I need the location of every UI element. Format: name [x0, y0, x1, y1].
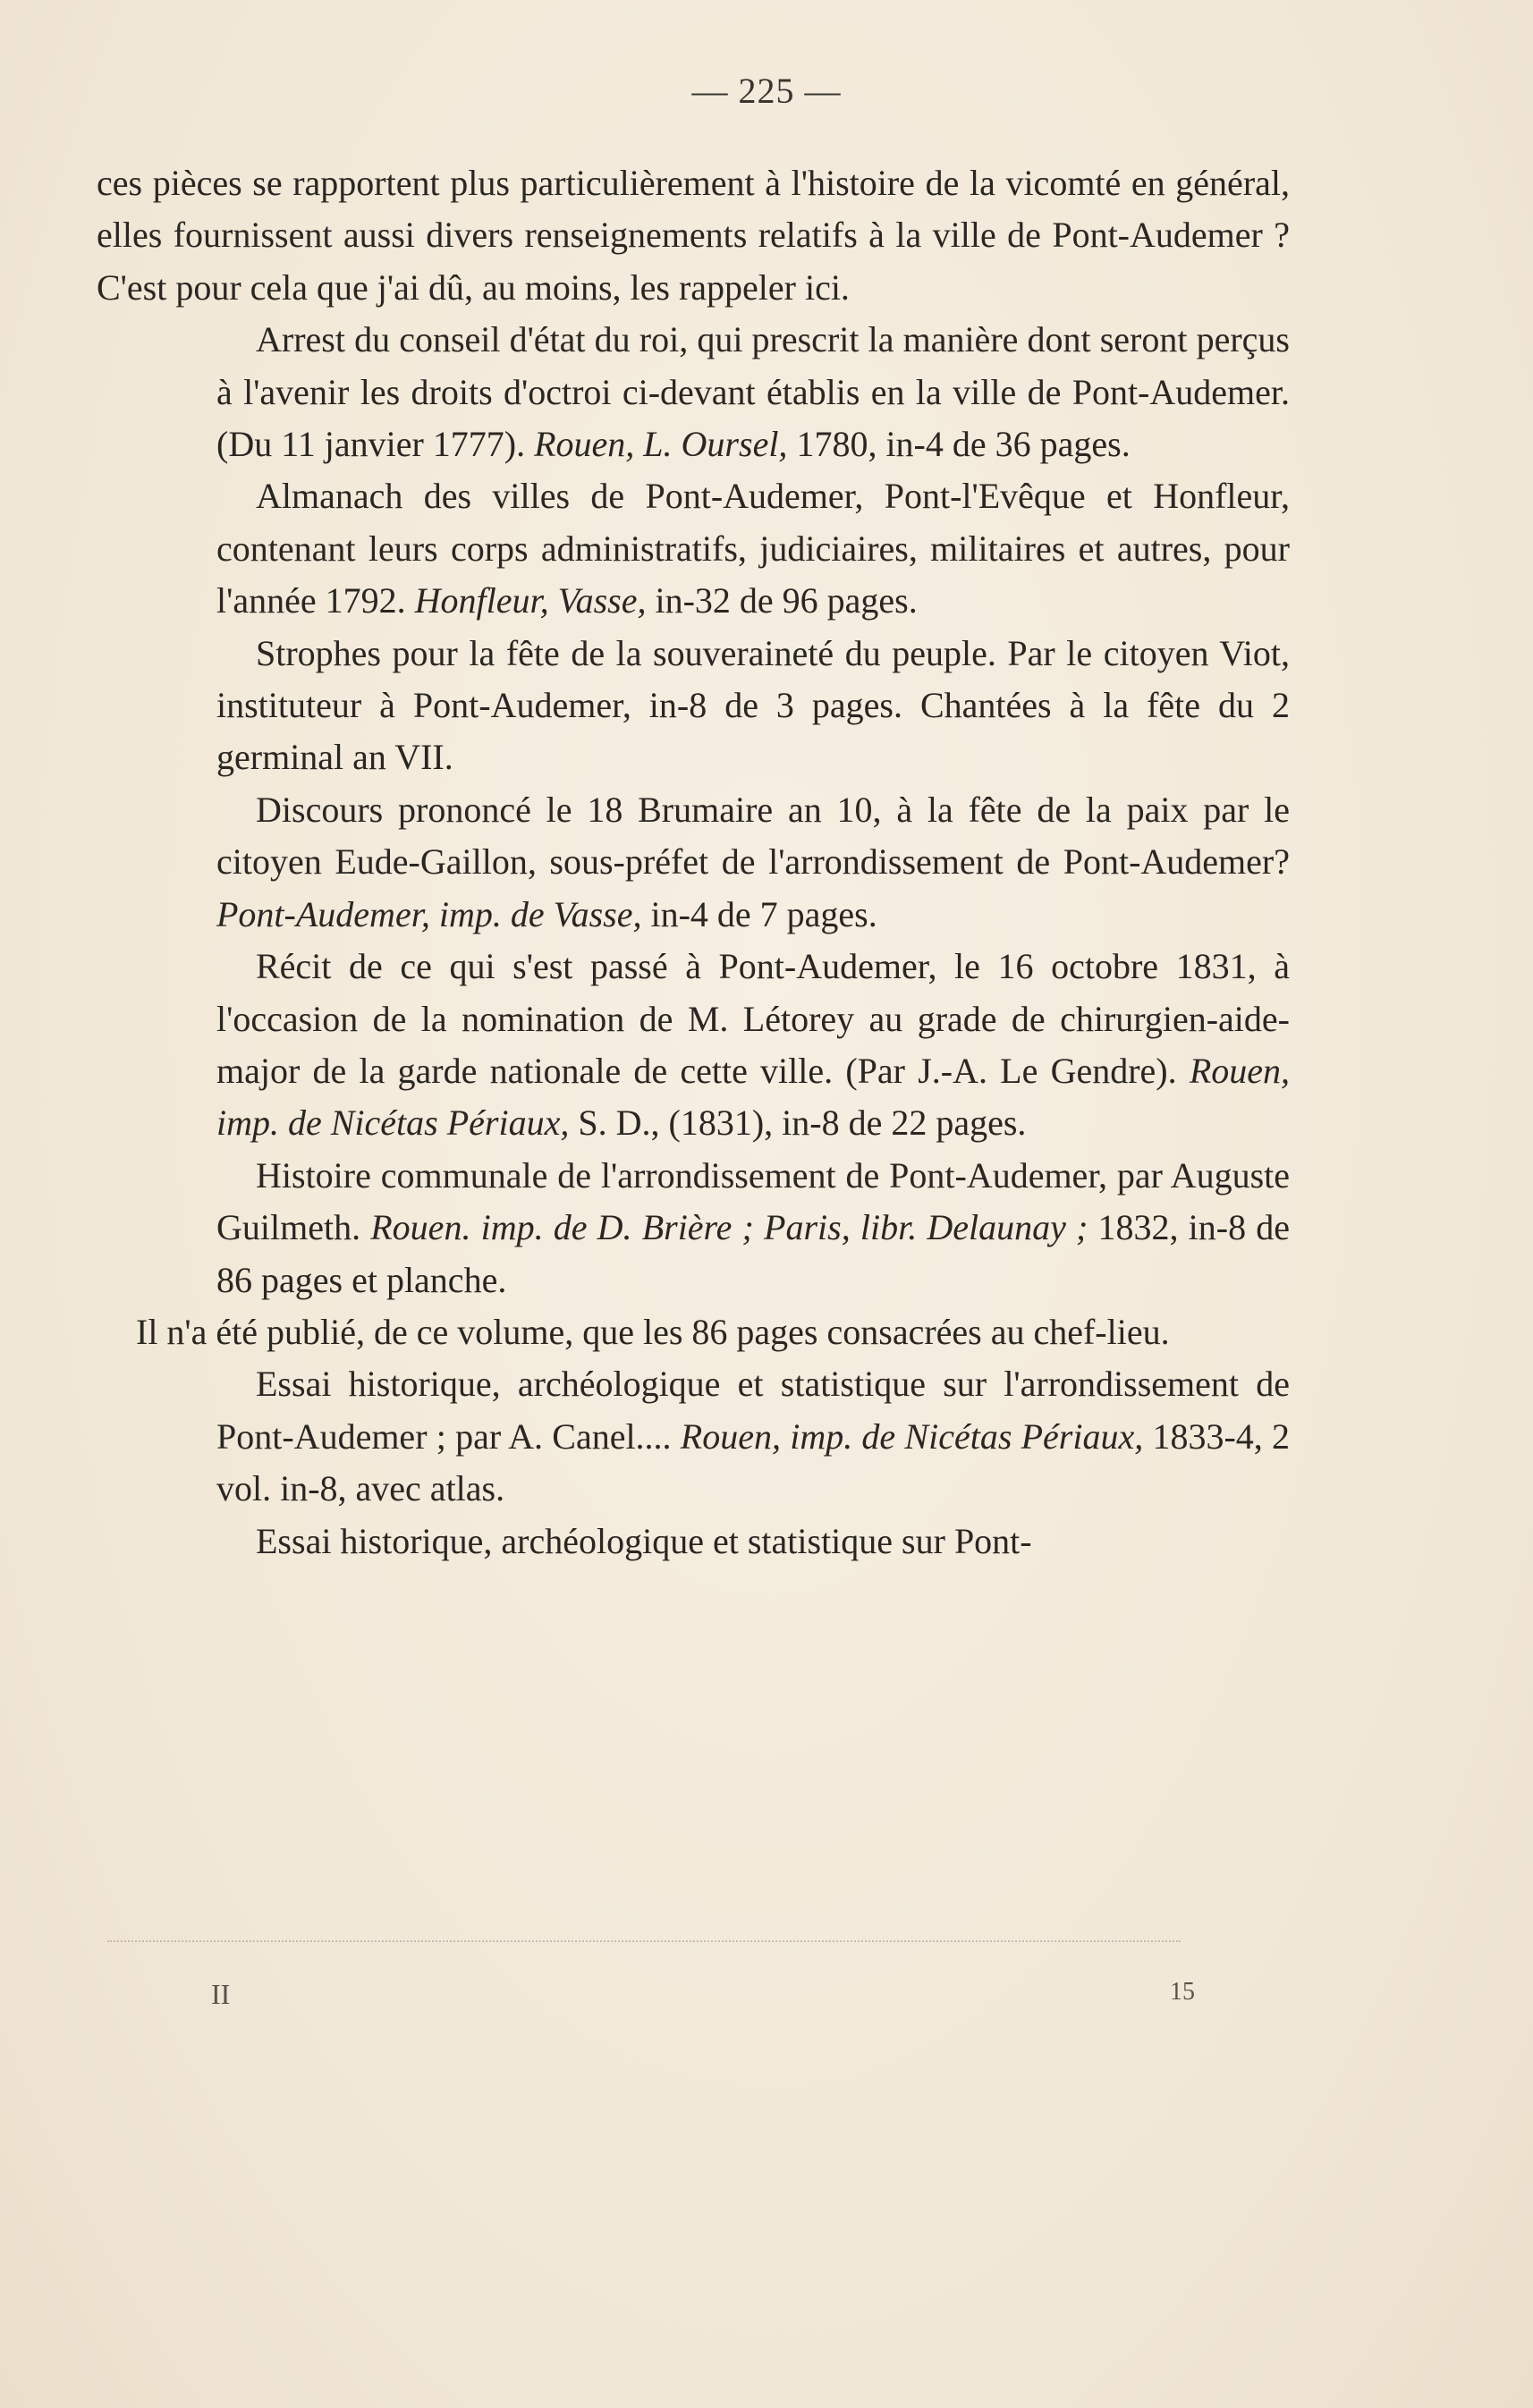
entry-imprint: Pont-Audemer, imp. de Vasse, [216, 893, 642, 934]
bibliography-entry-essai-arrondissement [97, 1358, 1290, 1515]
page-number: — 225 — [691, 71, 842, 111]
entry-imprint: Rouen, imp. de Nicétas Périaux, [680, 1415, 1144, 1457]
entry-imprint: Rouen, L. Oursel, [534, 424, 788, 465]
entry-details: 1833-4, 2 vol. in-8, avec atlas. [216, 1415, 1290, 1509]
bibliography-entry-essai-pont [97, 1516, 1290, 1567]
signature-mark-right: 15 [1170, 1978, 1195, 2006]
bibliography-entry-arrest [97, 314, 1290, 470]
entry-details: in-4 de 7 pages. [641, 893, 877, 934]
entry-imprint: Honfleur, Vasse, [414, 580, 647, 621]
intro-paragraph: ces pièces se rapportent plus particulièrement à l'histoire de la vicomté en général, elles fournissent aussi divers renseignements relatifs à la ville de Pont-Audemer ? C'est pour cela que j'ai dû, au moins, les rappeler ici. [97, 163, 1290, 308]
entry-details: 1780, in-4 de 36 pages. [787, 424, 1131, 465]
entry-imprint: Rouen, imp. de Nicétas Périaux, [216, 1050, 1290, 1144]
bibliography-entry-recit [97, 941, 1290, 1150]
entry-text: Histoire communale de l'arrondissement de Pont-Audemer, par Auguste Guilmeth. [216, 1154, 1290, 1248]
body-text [97, 157, 1290, 1567]
entry-details: S. D., (1831), in-8 de 22 pages. [569, 1103, 1027, 1144]
entry-details: in-32 de 96 pages. [646, 580, 918, 621]
entry-text: Essai historique, archéologique et statistique sur Pont- [256, 1520, 1032, 1561]
entry-text: Strophes pour la fête de la souveraineté du peuple. Par le citoyen Viot, instituteur à Pont-Audemer, in-8 de 3 pages. Chantées à la fête du 2 germinal an VII. [216, 632, 1290, 778]
signature-mark-left: II [211, 1978, 231, 2010]
entry-text: Essai historique, archéologique et statistique sur l'arrondissement de Pont-Audemer ; par A. Canel.... [216, 1364, 1290, 1457]
entry-text: Almanach des villes de Pont-Audemer, Pont-l'Evêque et Honfleur, contenant leurs corps administratifs, judiciaires, militaires et autres, pour l'année 1792. [216, 476, 1290, 621]
bibliography-entry-almanach [97, 470, 1290, 627]
entry-details: 1832, in-8 de 86 pages et planche. [216, 1207, 1291, 1300]
note-paragraph: Il n'a été publié, de ce volume, que les 86 pages consacrées au chef-lieu. [136, 1311, 1170, 1352]
bibliography-entry-histoire [97, 1150, 1290, 1306]
bibliography-entry-discours [97, 784, 1290, 941]
entry-text: Récit de ce qui s'est passé à Pont-Audemer, le 16 octobre 1831, à l'occasion de la nomination de M. Létorey au grade de chirurgien-aide-major de la garde nationale de cette ville. (Par J.-A. Le Gendre). [216, 946, 1290, 1091]
bibliography-entry-strophes [97, 628, 1290, 784]
footer-divider [107, 1940, 1181, 1944]
entry-text: Arrest du conseil d'état du roi, qui prescrit la manière dont seront perçus à l'avenir les droits d'octroi ci-devant établis en la ville de Pont-Audemer. (Du 11 janvier 1777). [216, 319, 1290, 465]
entry-imprint: Rouen. imp. de D. Brière ; Paris, libr. Delaunay ; [370, 1207, 1088, 1248]
entry-text: Discours prononcé le 18 Brumaire an 10, à la fête de la paix par le citoyen Eude-Gaillon, sous-préfet de l'arrondissement de Pont-Audemer? [216, 789, 1290, 883]
